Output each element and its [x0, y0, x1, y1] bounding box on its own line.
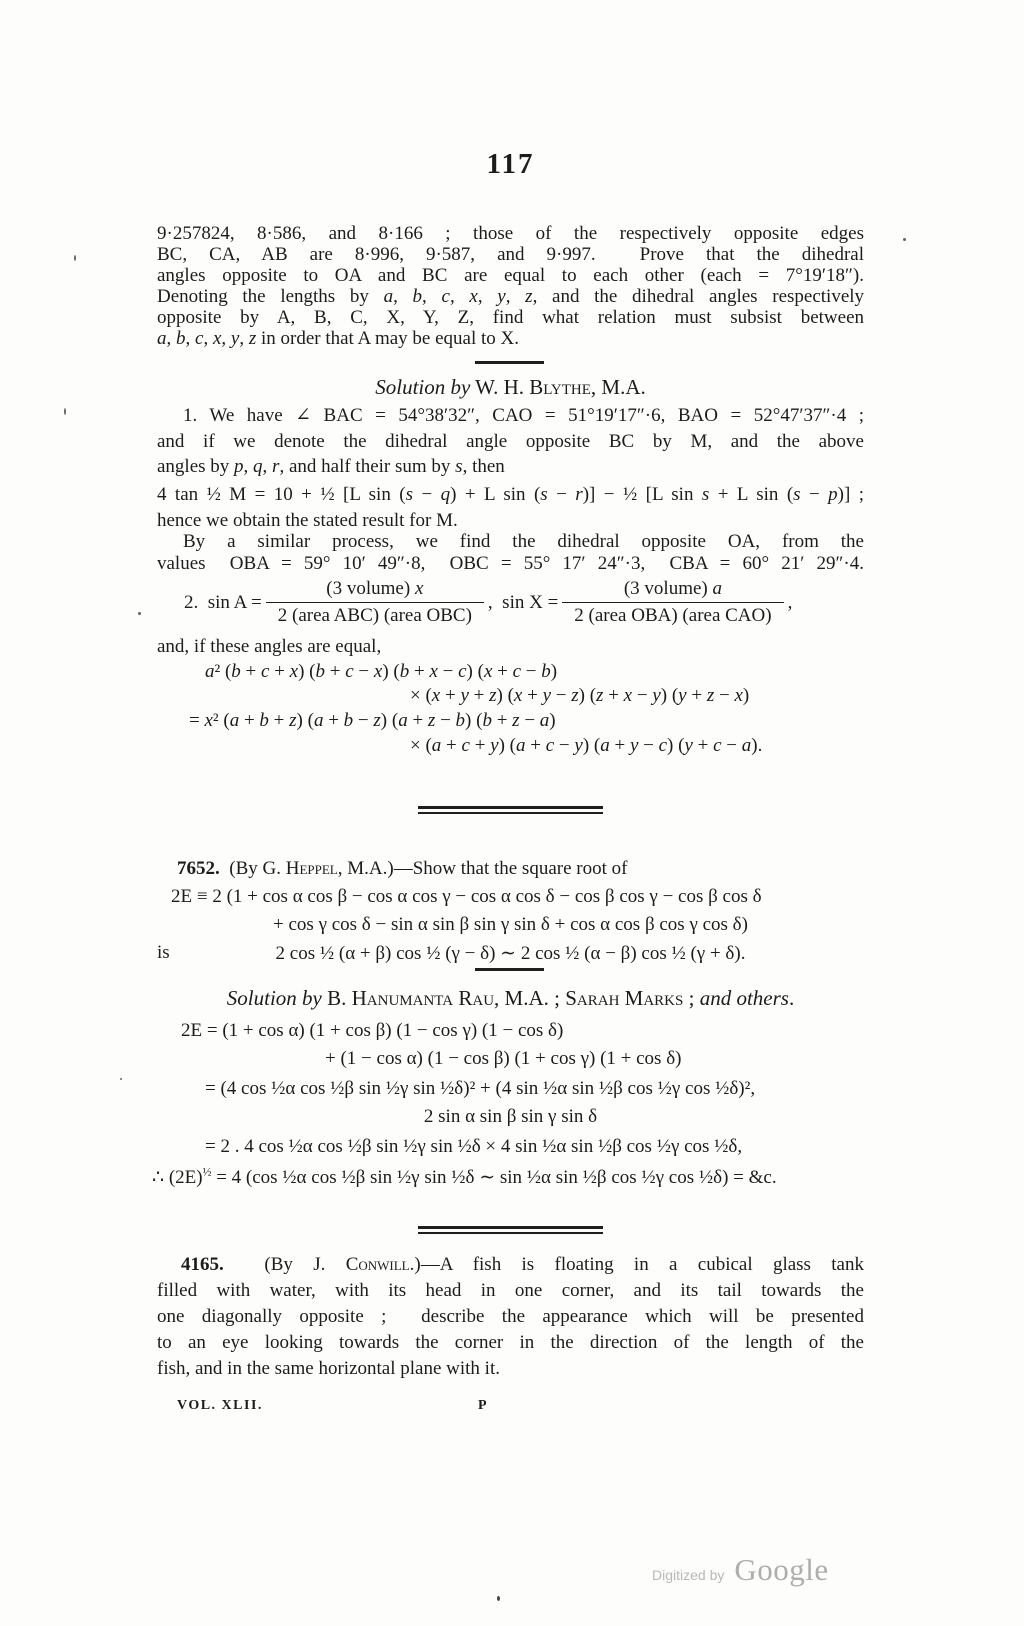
- blythe-paragraph-2: [157, 531, 864, 575]
- fraction-numerator: (3 volume) a: [562, 578, 783, 603]
- fraction-sinX: [562, 578, 783, 627]
- text-line: 9·257824, 8·586, and 8·166 ; those of the respectively opposite edges: [157, 223, 864, 244]
- equation-prefix: 2. sin A =: [184, 591, 262, 613]
- text-line: to an eye looking towards the corner in the direction of the length of the: [157, 1332, 864, 1353]
- scan-speck: [64, 408, 66, 415]
- rau-eq-line-1: 2E = (1 + cos α) (1 + cos β) (1 − cos γ) (1 − cos δ): [181, 1020, 564, 1041]
- google-logo: Google: [734, 1552, 829, 1587]
- scan-speck: [903, 238, 906, 241]
- text-line: 1. We have ∠ BAC = 54°38′32″, CAO = 51°19′17″·6, BAO = 52°47′37″·4 ;: [183, 405, 864, 426]
- scan-speck: [74, 255, 76, 261]
- scan-speck: [120, 1078, 122, 1080]
- equation-product-line-4: × (a + c + y) (a + c − y) (a + y − c) (y + c − a).: [410, 735, 763, 756]
- text-line: fish, and in the same horizontal plane with it.: [157, 1358, 500, 1379]
- question-4144-continuation: [157, 223, 864, 349]
- question-7652-statement: 7652. (By G. Heppel, M.A.)—Show that the square root of: [177, 858, 628, 879]
- fraction-denominator: 2 (area OBA) (area CAO): [574, 605, 772, 626]
- equation-sine-ratios: [157, 578, 864, 627]
- rau-eq-line-2: + (1 − cos α) (1 − cos β) (1 + cos γ) (1 + cos δ): [325, 1048, 682, 1069]
- is-label: is: [157, 942, 170, 963]
- page-number: 117: [486, 148, 535, 180]
- section-divider-rule: [475, 968, 544, 971]
- fraction-sinA: [266, 578, 484, 627]
- question-7652-eq-line-3: 2 cos ½ (α + β) cos ½ (γ − δ) ∼ 2 cos ½ (α − β) cos ½ (γ + δ).: [275, 943, 746, 964]
- double-rule-divider: [418, 1226, 603, 1234]
- scan-speck: [138, 612, 141, 615]
- rau-eq-line-5: = 2 . 4 cos ½α cos ½β sin ½γ sin ½δ × 4 sin ½α sin ½β cos ½γ cos ½δ,: [205, 1136, 743, 1157]
- text-line: opposite by A, B, C, X, Y, Z, find what relation must subsist between: [157, 307, 864, 328]
- text-line: Denoting the lengths by a, b, c, x, y, z, and the dihedral angles respectively: [157, 286, 865, 307]
- double-rule-divider: [418, 806, 603, 814]
- text-line: a, b, c, x, y, z in order that A may be equal to X.: [157, 328, 519, 349]
- text-line: By a similar process, we find the dihedral opposite OA, from the: [183, 531, 864, 552]
- fraction-numerator: (3 volume) x: [266, 578, 484, 603]
- question-7652-eq-line-2: + cos γ cos δ − sin α sin β sin γ sin δ + cos α cos β cos γ cos δ): [273, 914, 748, 935]
- footer-signature-mark: P: [478, 1398, 487, 1413]
- text-line-hence: hence we obtain the stated result for M.: [157, 510, 458, 531]
- question-7652-eq-line-1: 2E ≡ 2 (1 + cos α cos β − cos α cos γ − cos α cos δ − cos β cos γ − cos β cos δ: [171, 886, 762, 907]
- equation-product-line-2: × (x + y + z) (x + y − z) (z + x − y) (y + z − x): [410, 685, 750, 706]
- section-divider-rule: [475, 361, 544, 364]
- solution-heading-blythe: Solution by W. H. Blythe, M.A.: [375, 375, 646, 399]
- text-line: one diagonally opposite ; describe the appearance which will be presented: [157, 1306, 864, 1327]
- text-line: and if we denote the dihedral angle opposite BC by M, and the above: [157, 430, 864, 452]
- equation-product-line-1: a² (b + c + x) (b + c − x) (b + x − c) (x + c − b): [205, 661, 558, 682]
- scan-speck: [497, 1596, 500, 1601]
- rau-eq-line-6: ∴ $(2E)^{\frac{1}{2}} = 4$ (cos ½α cos ½β sin ½γ sin ½δ ∼ sin ½α sin ½β cos ½γ cos ½δ) = &c.: [152, 1165, 777, 1188]
- solution-heading-rau-marks: Solution by B. Hanumanta Rau, M.A. ; Sarah Marks ; and others.: [226, 986, 795, 1010]
- equation-product-line-3: = x² (a + b + z) (a + b − z) (a + z − b) (b + z − a): [189, 710, 556, 731]
- equation-tan-half-M: 4 tan ½ M = 10 + ½ [L sin (s − q) + L sin (s − r)] − ½ [L sin s + L sin (s − p)] ;: [157, 484, 865, 505]
- blythe-paragraph-1: [157, 403, 864, 480]
- text-line: values OBA = 59° 10′ 49″·8, OBC = 55° 17′ 24″·3, CBA = 60° 21′ 29″·4.: [157, 553, 864, 574]
- text-line-equal-intro: and, if these angles are equal,: [157, 636, 382, 657]
- text-line: angles opposite to OA and BC are equal to each other (each = 7°19′18″).: [157, 265, 864, 286]
- text-line: 4165. (By J. Conwill.)—A fish is floating in a cubical glass tank: [181, 1254, 864, 1275]
- question-4165: [157, 1252, 864, 1382]
- text-line: BC, CA, AB are 8·996, 9·587, and 9·997. Prove that the dihedral: [157, 244, 864, 265]
- digitization-watermark: [652, 1552, 829, 1588]
- fraction-denominator: 2 (area ABC) (area OBC): [277, 605, 472, 626]
- watermark-prefix: Digitized by: [652, 1567, 725, 1583]
- question-7652-result-row: [157, 942, 864, 965]
- text-line: filled with water, with its head in one corner, and its tail towards the: [157, 1280, 864, 1301]
- equation-suffix: ,: [787, 591, 793, 613]
- footer-volume-label: VOL. XLII.: [177, 1398, 263, 1413]
- text-line: angles by p, q, r, and half their sum by s, then: [157, 456, 505, 477]
- equation-mid: , sin X =: [487, 591, 559, 613]
- rau-eq-line-4: 2 sin α sin β sin γ sin δ: [423, 1106, 598, 1127]
- rau-eq-line-3: = (4 cos ½α cos ½β sin ½γ sin ½δ)² + (4 sin ½α sin ½β cos ½γ cos ½δ)²,: [205, 1078, 756, 1099]
